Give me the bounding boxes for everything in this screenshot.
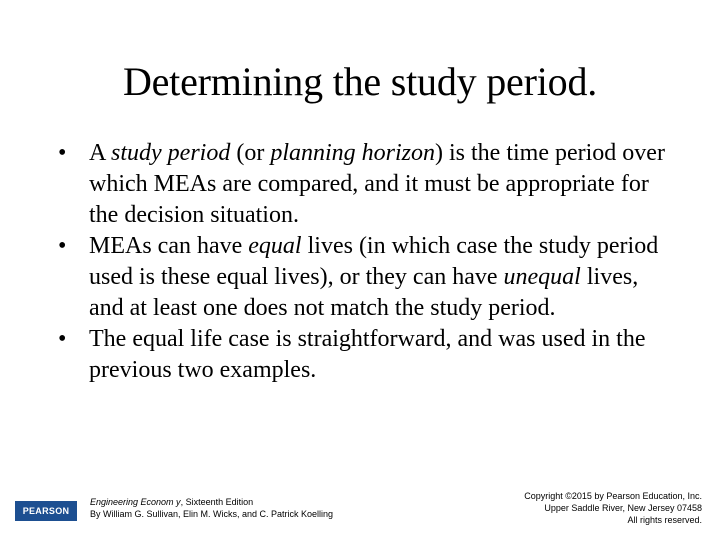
bullet-italic-term: study period: [111, 140, 231, 166]
bullet-item-study-period: [58, 138, 678, 231]
book-title: Engineering Econom y: [90, 497, 181, 507]
slide-title: Determining the study period.: [122, 59, 598, 104]
bullet-text: ) is the time period over which MEAs are compared, and it must be appropriate for the decision situation.: [89, 140, 665, 228]
book-citation: [90, 496, 333, 520]
rights-reserved: All rights reserved.: [627, 515, 702, 525]
book-edition: , Sixteenth Edition: [180, 497, 254, 507]
bullet-text: The equal life case is straightforward, and was used in the previous two examples.: [89, 326, 646, 383]
book-title-line: [90, 496, 333, 508]
pearson-logo: PEARSON: [15, 501, 77, 521]
bullet-item-equal-life: [58, 324, 678, 386]
bullet-italic-term: unequal: [503, 264, 581, 290]
copyright-line: Copyright ©2015 by Pearson Education, Inc.: [524, 491, 702, 501]
copyright-notice: [442, 490, 702, 526]
bullet-marker: •: [58, 140, 67, 166]
bullet-list: [58, 138, 678, 386]
bullet-italic-term: planning horizon: [270, 140, 436, 166]
bullet-text: lives, and at least one does not match the study period.: [89, 264, 639, 321]
bullet-text: A: [89, 140, 112, 166]
bullet-italic-term: equal: [248, 233, 302, 259]
publisher-address: Upper Saddle River, New Jersey 07458: [544, 503, 702, 513]
bullet-text: (or: [230, 140, 271, 166]
bullet-text: MEAs can have: [89, 233, 249, 259]
bullet-marker: •: [58, 233, 67, 259]
bullet-item-lives: [58, 231, 678, 324]
bullet-marker: •: [58, 326, 67, 352]
bullet-text: lives (in which case the study period used is these equal lives), or they can have: [89, 233, 659, 290]
book-authors: By William G. Sullivan, Elin M. Wicks, and C. Patrick Koelling: [90, 509, 334, 519]
